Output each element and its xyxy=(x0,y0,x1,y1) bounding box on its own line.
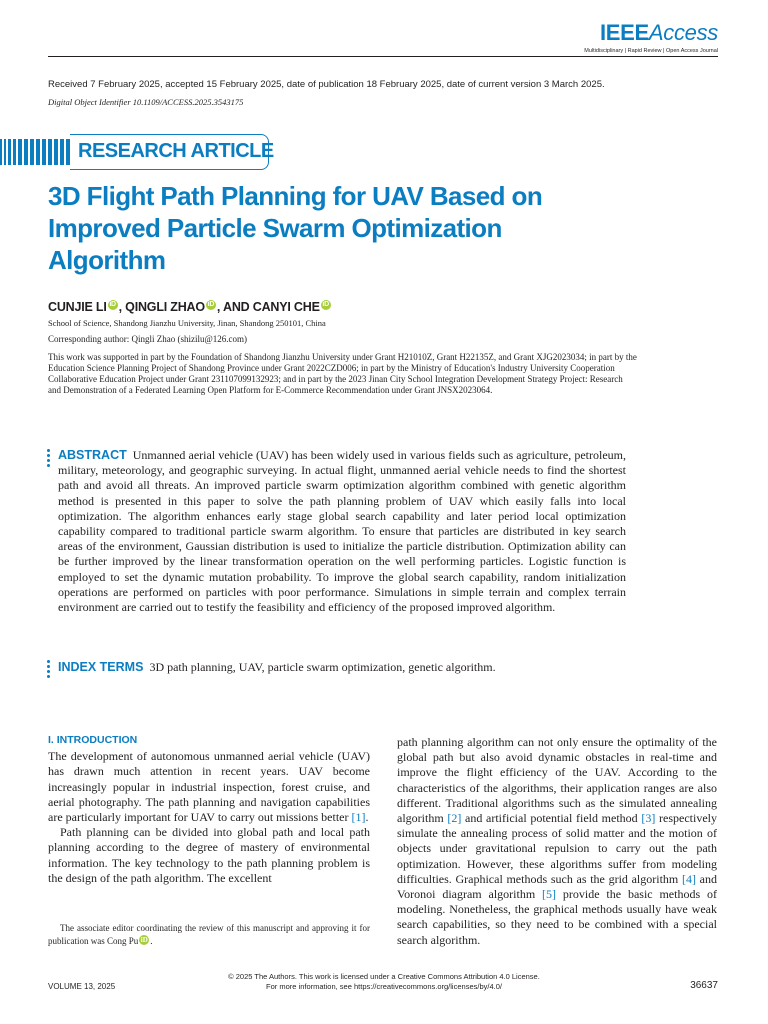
abstract-label: ABSTRACT xyxy=(58,448,127,462)
page-number: 36637 xyxy=(690,980,718,991)
footnote-end: . xyxy=(150,936,153,946)
editor-footnote xyxy=(48,922,370,948)
abstract-dots-decoration xyxy=(47,449,51,469)
author-name: , QINGLI ZHAO xyxy=(118,300,205,314)
author-name: CUNJIE LI xyxy=(48,300,107,314)
doi-line: Digital Object Identifier 10.1109/ACCESS.2025.3543175 xyxy=(48,97,244,107)
index-terms-label: INDEX TERMS xyxy=(58,660,144,674)
received-dates: Received 7 February 2025, accepted 15 February 2025, date of publication 18 February 2025, date of current version 3 March 2025. xyxy=(48,79,605,90)
license-line: © 2025 The Authors. This work is licensed under a Creative Commons Attribution 4.0 License. xyxy=(228,972,540,981)
body-column-left xyxy=(48,733,370,886)
body-column-right xyxy=(397,735,717,948)
license-notice xyxy=(0,972,768,992)
volume-label: VOLUME 13, 2025 xyxy=(48,982,116,991)
paragraph-text: and artificial potential field method xyxy=(461,811,642,826)
citation-link[interactable]: [3] xyxy=(641,811,656,826)
index-terms-dots-decoration xyxy=(47,660,51,680)
paragraph-text: and Voronoi diagram algorithm xyxy=(397,871,717,902)
citation-link[interactable]: [5] xyxy=(542,887,557,902)
paragraph xyxy=(397,735,717,948)
author-name: , AND CANYI CHE xyxy=(216,300,320,314)
abstract xyxy=(58,448,626,615)
citation-link[interactable]: [4] xyxy=(681,871,696,886)
license-link[interactable]: For more information, see https://creativecommons.org/licenses/by/4.0/ xyxy=(266,982,502,991)
banner-label: RESEARCH ARTICLE xyxy=(78,140,274,162)
affiliation: School of Science, Shandong Jianzhu University, Jinan, Shandong 250101, China xyxy=(48,318,326,328)
title-line: Improved Particle Swarm Optimization xyxy=(48,213,502,243)
section-heading: I. INTRODUCTION xyxy=(48,734,138,746)
paragraph-text: The development of autonomous unmanned aerial vehicle (UAV) has drawn much attention in recent years. UAV become increasingly popular in industrial inspection, forest cruise, and aerial photography. The path planning and navigation capabilities are particularly important for UAV to carry out missions better xyxy=(48,749,370,825)
citation-link[interactable]: [1] xyxy=(351,810,366,825)
paragraph-text: provide the basic methods of modeling. Nonetheless, the graphical methods usually have weak search capabilities, so they need to be combined with a special search algorithm. xyxy=(397,887,717,947)
index-terms-text: 3D path planning, UAV, particle swarm optimization, genetic algorithm. xyxy=(149,660,496,674)
abstract-text: Unmanned aerial vehicle (UAV) has been widely used in various fields such as agriculture, petroleum, military, meteorology, and geographic surveying. In actual flight, unmanned aerial vehicle needs to find the shortest path and avoid all threats. An improved particle swarm optimization algorithm combined with genetic algorithm method is presented in this paper to solve the path planning problem of UAV which easily falls into local optimization. The algorithm enhances early stage global search capability and later period local optimization capability compared to traditional particle swarm algorithm. To ensure that particles are distributed in key search areas of the environment, Gaussian distribution is used to initialize the particle distribution. Optimization ability can be further improved by the linear transformation operation on the well performing particles. Logistic function is employed to set the dynamic mutation probability. To improve the global search capability, random initialization operations are performed on particles with poor performance. Simulations in simple terrain and complex terrain environment are carried out to testify the feasibility and efficiency of the proposed improved algorithm. xyxy=(58,448,626,615)
orcid-icon[interactable]: iD xyxy=(207,301,215,308)
paper-title xyxy=(48,180,608,276)
paragraph-text: respectively simulate the annealing process of solid matter and the motion of objects under gravitational repulsion to carry out the path optimization. However, these algorithms suffer from modeling difficulties. Graphical methods such as the grid algorithm xyxy=(397,811,717,886)
paragraph: Path planning can be divided into global path and local path planning according to the degree of mastery of environmental information. The key technology to the path planning problem is the design of the path algorithm. The excellent xyxy=(48,825,370,885)
paragraph-text: . xyxy=(365,810,369,825)
corresponding-author: Corresponding author: Qingli Zhao (shizilu@126.com) xyxy=(48,334,248,344)
logo-access: Access xyxy=(648,20,718,45)
orcid-icon[interactable]: iD xyxy=(109,301,116,308)
title-line: Algorithm xyxy=(48,245,166,275)
footnote-text: The associate editor coordinating the review of this manuscript and approving it for publication was Cong Pu xyxy=(48,923,370,946)
research-article-banner xyxy=(0,134,280,170)
banner-bars-decoration xyxy=(0,139,70,165)
paragraph xyxy=(48,749,370,825)
orcid-icon[interactable]: iD xyxy=(140,936,148,944)
title-line: 3D Flight Path Planning for UAV Based on xyxy=(48,181,543,211)
citation-link[interactable]: [2] xyxy=(447,811,462,826)
paragraph-text: path planning algorithm can not only ensure the optimality of the global path but also avoid dynamic obstacles in real-time and improve the flight efficiency of the UAV. According to the characteristics of the algorithms, their application ranges are also different. Traditional algorithms such as the simulated annealing algorithm xyxy=(397,735,717,826)
logo-ieee: IEEE xyxy=(599,20,649,45)
ieee-access-logo xyxy=(584,22,718,54)
funding-statement: This work was supported in part by the Foundation of Shandong Jianzhu University under Grant H21010Z, Grant H22135Z, and Grant XJG2023034; in part by the Education Science Planning Project of Shandong Province under Grant 2022CZD006; in part by the Ministry of Education's Industry University Cooperation Collaborative Education Project under Grant 231107099132923; and in part by the 2023 Jinan City School Integration Development Strategy Project: Research and Demonstration of a Federated Learning Open Platform for E-Commerce Recommendation under Grant JNSX2023064. xyxy=(48,352,637,395)
author-list xyxy=(48,300,332,314)
orcid-icon[interactable]: iD xyxy=(322,301,330,308)
logo-tagline: Multidisciplinary | Rapid Review | Open Access Journal xyxy=(584,48,718,54)
index-terms xyxy=(58,660,626,675)
header-rule xyxy=(48,56,718,57)
